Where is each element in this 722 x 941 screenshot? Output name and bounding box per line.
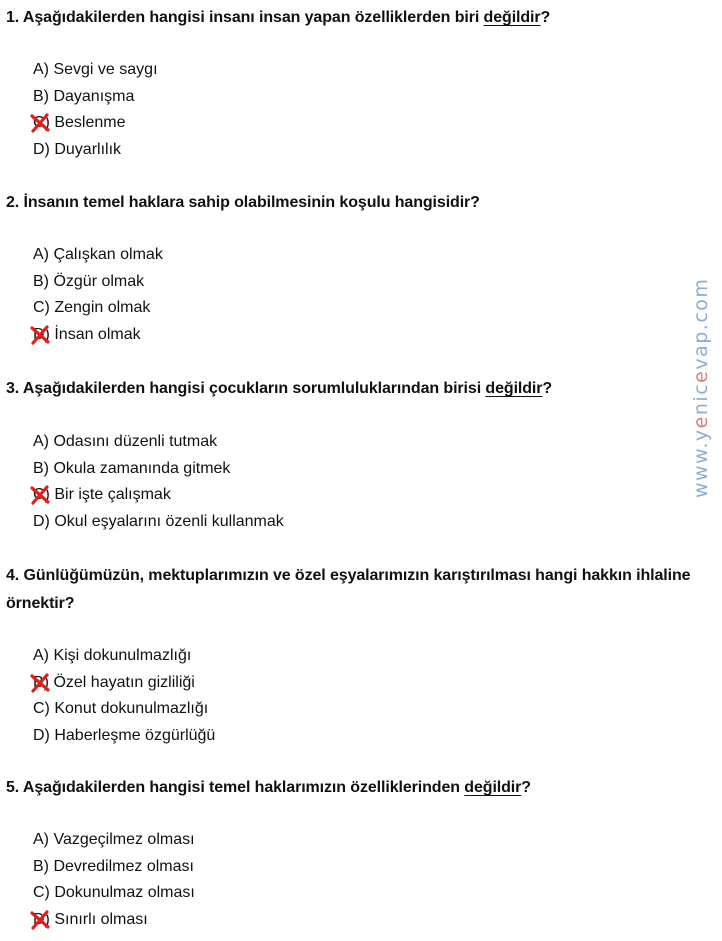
question-5 xyxy=(6,774,718,933)
cross-mark-icon xyxy=(29,910,51,930)
question-text: 5. Aşağıdakilerden hangisi temel haklarımızın özelliklerinden değildir? xyxy=(6,779,531,796)
question-text: 3. Aşağıdakilerden hangisi çocukların sorumluluklarından birisi değildir? xyxy=(6,380,553,397)
option-a[interactable]: A) Odasını düzenli tutmak xyxy=(33,433,218,450)
cross-mark-icon xyxy=(29,485,51,505)
underlined-word: değildir xyxy=(483,9,541,26)
question-1 xyxy=(6,4,718,163)
option-a[interactable]: A) Çalışkan olmak xyxy=(33,246,163,263)
option-b[interactable]: B) Özgür olmak xyxy=(33,272,145,290)
option-b[interactable]: B) Okula zamanında gitmek xyxy=(33,459,231,477)
question-4 xyxy=(6,562,718,749)
cross-mark-icon xyxy=(29,673,51,693)
option-c[interactable]: C) Konut dokunulmazlığı xyxy=(33,700,209,718)
option-d[interactable]: D) Haberleşme özgürlüğü xyxy=(33,726,216,744)
option-b[interactable]: B) Özel hayatın gizliliği xyxy=(33,670,718,697)
underlined-word: değildir xyxy=(485,380,543,397)
option-c[interactable]: C) Dokunulmaz olması xyxy=(33,884,195,902)
question-3 xyxy=(6,375,718,535)
option-d[interactable]: D) Okul eşyalarını özenli kullanmak xyxy=(33,512,284,530)
option-c[interactable]: C) Bir işte çalışmak xyxy=(33,482,718,509)
option-a[interactable]: A) Kişi dokunulmazlığı xyxy=(33,647,192,664)
question-2 xyxy=(6,189,718,348)
question-text: 2. İnsanın temel haklara sahip olabilmesinin koşulu hangisidir? xyxy=(6,194,480,211)
cross-mark-icon xyxy=(29,113,51,133)
question-text: 4. Günlüğümüzün, mektuplarımızın ve özel eşyalarımızın karıştırılması hangi hakkın ihlaline örnektir? xyxy=(6,567,691,612)
option-d[interactable]: D) Sınırlı olması xyxy=(33,907,718,934)
option-a[interactable]: A) Sevgi ve saygı xyxy=(33,61,158,78)
underlined-word: değildir xyxy=(464,779,522,796)
option-d[interactable]: D) Duyarlılık xyxy=(33,140,122,158)
option-b[interactable]: B) Dayanışma xyxy=(33,87,135,105)
watermark: www.yenicevap.com xyxy=(690,277,712,498)
option-a[interactable]: A) Vazgeçilmez olması xyxy=(33,831,195,848)
option-d[interactable]: D) İnsan olmak xyxy=(33,322,718,349)
question-text: 1. Aşağıdakilerden hangisi insanı insan yapan özelliklerden biri değildir? xyxy=(6,9,551,26)
option-c[interactable]: C) Zengin olmak xyxy=(33,299,151,317)
cross-mark-icon xyxy=(29,325,51,345)
option-c[interactable]: C) Beslenme xyxy=(33,110,718,137)
option-b[interactable]: B) Devredilmez olması xyxy=(33,857,194,875)
